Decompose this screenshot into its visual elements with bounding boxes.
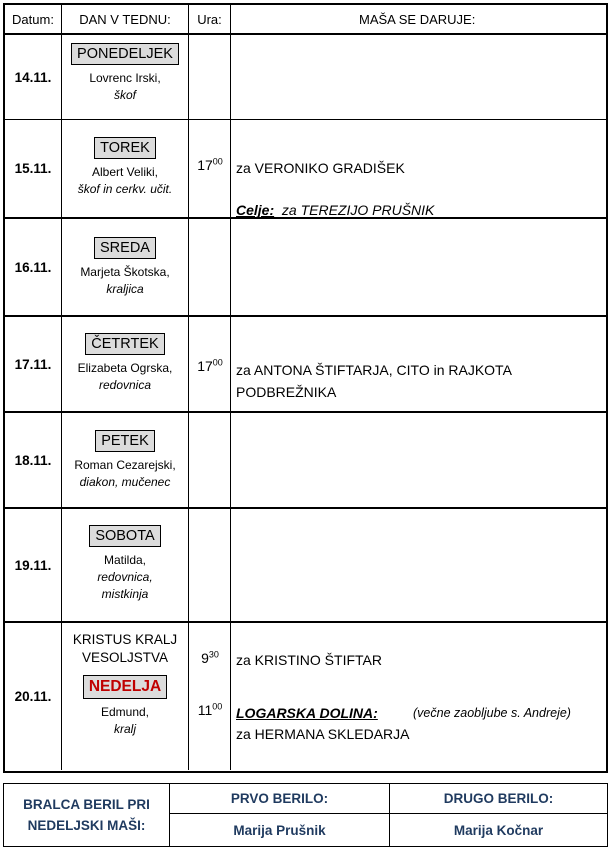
date-cell: 20.11. xyxy=(5,623,62,770)
mass-intention: za KRISTINO ŠTIFTAR xyxy=(236,652,382,668)
date-cell: 19.11. xyxy=(5,509,62,621)
schedule-table xyxy=(3,3,608,773)
table-row xyxy=(5,120,606,217)
readers-table xyxy=(3,783,608,847)
date-cell: 15.11. xyxy=(5,120,62,217)
mass-time: $9^{30}$ xyxy=(201,649,219,666)
second-reader-name: Marija Kočnar xyxy=(453,822,544,838)
date-cell: 14.11. xyxy=(5,35,62,119)
day-label: SREDA xyxy=(94,237,156,259)
feast-title: KRISTUS KRALJ xyxy=(72,632,178,647)
saint-name: Albert Veliki, xyxy=(91,165,159,179)
saint-title: redovnica, xyxy=(97,570,153,584)
table-row xyxy=(5,317,606,411)
day-label: PONEDELJEK xyxy=(71,43,179,65)
table-row xyxy=(5,219,606,315)
date-cell: 18.11. xyxy=(5,413,62,507)
mass-intention xyxy=(236,703,378,723)
place-label: LOGARSKA DOLINA: xyxy=(236,705,378,721)
date-cell: 17.11. xyxy=(5,317,62,411)
header-date: Datum: xyxy=(5,5,62,33)
header-day: DAN V TEDNU: xyxy=(62,5,189,33)
table-row xyxy=(5,509,606,621)
header-row xyxy=(5,5,606,33)
date-cell: 16.11. xyxy=(5,219,62,315)
mass-note: (večne zaobljube s. Andreje) xyxy=(413,706,571,720)
mass-time: $11^{00}$ xyxy=(197,701,223,718)
mass-intention: za VERONIKO GRADIŠEK xyxy=(236,160,405,176)
day-label: TOREK xyxy=(94,137,156,159)
mass-time: $17^{00}$ xyxy=(197,357,223,374)
first-reading-header: PRVO BERILO: xyxy=(170,784,390,814)
day-label: SOBOTA xyxy=(89,525,160,547)
mass-intention: za ANTONA ŠTIFTARJA, CITO in RAJKOTA xyxy=(236,362,512,378)
saint-name: Elizabeta Ogrska, xyxy=(77,361,173,375)
day-label: PETEK xyxy=(95,430,155,452)
header-time: Ura: xyxy=(189,5,231,33)
day-label: NEDELJA xyxy=(83,675,167,699)
table-row xyxy=(5,623,606,770)
feast-title: VESOLJSTVA xyxy=(81,650,169,665)
readers-label: BRALCA BERIL PRI NEDELJSKI MAŠI: xyxy=(4,784,170,846)
mass-time: $17^{00}$ xyxy=(197,156,223,173)
saint-name: Roman Cezarejski, xyxy=(74,458,176,472)
saint-title: škof xyxy=(113,88,136,102)
saint-title: kralj xyxy=(113,722,136,736)
saint-title: škof in cerkv. učit. xyxy=(77,182,173,196)
header-mass: MAŠA SE DARUJE: xyxy=(359,11,476,27)
mass-intention: za HERMANA SKLEDARJA xyxy=(236,726,410,742)
place-label: Celje: xyxy=(236,202,275,218)
saint-title: mistkinja xyxy=(101,587,149,601)
saint-title: redovnica xyxy=(98,378,152,392)
day-label: ČETRTEK xyxy=(85,333,164,355)
mass-intention: Celje: za TEREZIJO PRUŠNIK xyxy=(236,202,435,218)
mass-intention: PODBREŽNIKA xyxy=(236,384,337,400)
saint-name: Lovrenc Irski, xyxy=(89,71,161,85)
table-row xyxy=(5,413,606,507)
first-reader-name: Marija Prušnik xyxy=(170,814,390,846)
second-reading-header: DRUGO BERILO: xyxy=(390,784,607,814)
table-row xyxy=(5,35,606,119)
saint-title: diakon, mučenec xyxy=(79,475,171,489)
saint-name: Marjeta Škotska, xyxy=(80,265,170,279)
saint-name: Matilda, xyxy=(103,553,147,567)
saint-name: Edmund, xyxy=(100,705,150,719)
saint-title: kraljica xyxy=(106,282,144,296)
